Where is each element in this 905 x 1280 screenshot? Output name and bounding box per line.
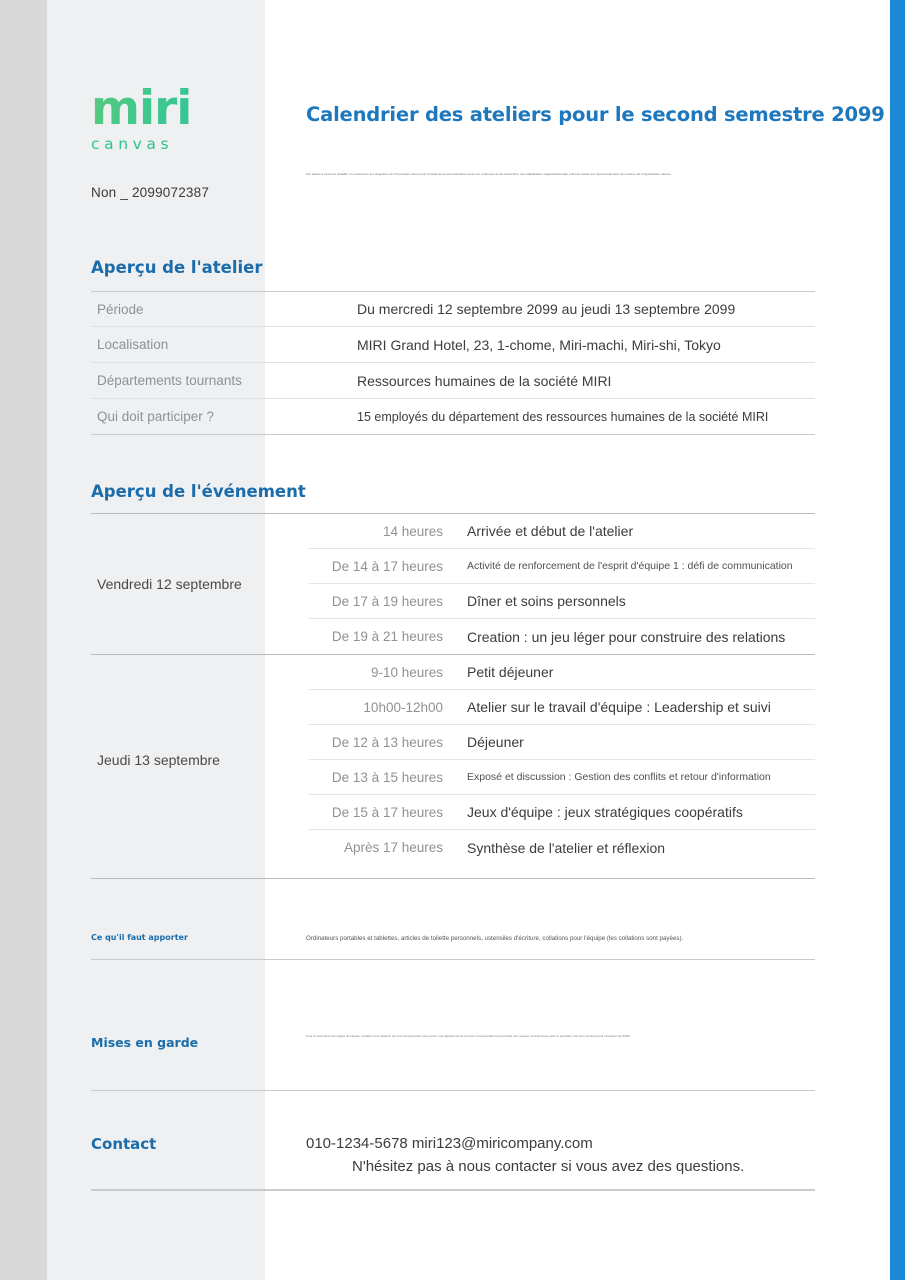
- warnings-text: Pour la sécurité et les règles de l'atelier, veuillez vous abstenir de tout comportement personnel, nos déplacements et notre consommation personnelle. En respect, tout blessure avec le quotidien. Ne sont soutenus par l'intérieur de l'MIRI.: [306, 1034, 631, 1038]
- schedule-day-group: [91, 514, 815, 654]
- section-heading-event: Aperçu de l'événement: [91, 482, 306, 501]
- schedule-activity: Synthèse de l'atelier et réflexion: [467, 839, 666, 856]
- schedule-time: 10h00-12h00: [363, 699, 443, 715]
- table-row: [309, 549, 815, 584]
- overview-table: [91, 291, 815, 435]
- table-row: [91, 291, 815, 327]
- page-title: Calendrier des ateliers pour le second semestre 2099: [306, 103, 885, 126]
- event-schedule-table: [91, 514, 815, 865]
- schedule-activity: Arrivée et début de l'atelier: [467, 523, 634, 539]
- schedule-day-label: Vendredi 12 septembre: [97, 576, 242, 592]
- table-row: [309, 514, 815, 549]
- document-lede: Cet atelier a pour but d'établir un consensus sur la gestion de l'innovation interne par le biais de la communication avec les employés et de rechercher une stabilisation organisationnelle précoce basée sur l'amoncellement du contenu de l'organisation interne.: [306, 172, 672, 176]
- overview-key: Localisation: [97, 337, 169, 352]
- document-number: Non _ 2099072387: [91, 185, 210, 200]
- table-row: [309, 830, 815, 865]
- table-row: [91, 327, 815, 363]
- overview-value: Ressources humaines de la société MIRI: [357, 372, 612, 389]
- overview-value: 15 employés du département des ressources humaines de la société MIRI: [357, 409, 769, 424]
- contact-phone-email[interactable]: 010-1234-5678 miri123@miricompany.com: [306, 1135, 593, 1152]
- table-row: [91, 363, 815, 399]
- schedule-time: 14 heures: [382, 523, 443, 539]
- section-heading-bring: Ce qu'il faut apporter: [91, 933, 188, 942]
- section-heading-overview: Aperçu de l'atelier: [91, 258, 263, 277]
- schedule-activity: Exposé et discussion : Gestion des conflits et retour d'information: [467, 771, 771, 783]
- schedule-time: De 17 à 19 heures: [331, 593, 443, 609]
- schedule-rows: [309, 655, 815, 865]
- schedule-activity: Creation : un jeu léger pour construire des relations: [467, 628, 786, 645]
- schedule-time: De 19 à 21 heures: [331, 629, 443, 644]
- schedule-activity: Petit déjeuner: [467, 664, 554, 680]
- overview-value: MIRI Grand Hotel, 23, 1-chome, Miri-machi, Miri-shi, Tokyo: [357, 336, 721, 353]
- brand-logo-sub: canvas: [91, 135, 174, 153]
- schedule-time: De 12 à 13 heures: [331, 734, 443, 750]
- bring-text: Ordinateurs portables et tablettes, articles de toilette personnels, ustensiles d'écriture, collations pour l'équipe (les collations sont payées).: [306, 935, 684, 942]
- brand-logo: [91, 81, 221, 153]
- right-blue-rail: [890, 0, 905, 1280]
- table-row: [309, 584, 815, 619]
- table-row: [309, 795, 815, 830]
- schedule-activity: Dîner et soins personnels: [467, 593, 626, 609]
- schedule-time: De 15 à 17 heures: [331, 804, 443, 820]
- table-row: [309, 760, 815, 795]
- table-row: [91, 399, 815, 435]
- schedule-time: 9-10 heures: [370, 664, 443, 680]
- schedule-time: Après 17 heures: [343, 840, 443, 855]
- event-table-bottom-rule: [91, 878, 815, 879]
- table-row: [309, 690, 815, 725]
- brand-logo-main: miri: [91, 85, 221, 132]
- section-heading-warnings: Mises en garde: [91, 1035, 199, 1050]
- schedule-activity: Déjeuner: [467, 734, 524, 750]
- warnings-rule: [91, 1090, 815, 1091]
- table-row: [309, 725, 815, 760]
- overview-key: Départements tournants: [97, 373, 242, 388]
- schedule-day-label: Jeudi 13 septembre: [97, 752, 220, 768]
- schedule-activity: Activité de renforcement de l'esprit d'équipe 1 : défi de communication: [467, 560, 793, 572]
- schedule-rows: [309, 514, 815, 654]
- overview-key: Période: [97, 301, 144, 317]
- table-row: [309, 655, 815, 690]
- schedule-time: De 13 à 15 heures: [331, 769, 443, 785]
- contact-rule: [91, 1189, 815, 1191]
- schedule-day-group: [91, 654, 815, 865]
- document-content: [47, 0, 890, 1280]
- schedule-activity: Jeux d'équipe : jeux stratégiques coopératifs: [467, 804, 743, 820]
- overview-key: Qui doit participer ?: [97, 409, 215, 424]
- bring-rule: [91, 959, 815, 960]
- left-gutter: [0, 0, 47, 1280]
- schedule-time: De 14 à 17 heures: [331, 558, 443, 574]
- overview-value: Du mercredi 12 septembre 2099 au jeudi 13 septembre 2099: [357, 301, 736, 317]
- schedule-activity: Atelier sur le travail d'équipe : Leadership et suivi: [467, 699, 771, 715]
- section-heading-contact: Contact: [91, 1135, 157, 1153]
- table-row: [309, 619, 815, 654]
- contact-note: N'hésitez pas à nous contacter si vous avez des questions.: [352, 1157, 745, 1175]
- contact-block: [306, 1133, 806, 1179]
